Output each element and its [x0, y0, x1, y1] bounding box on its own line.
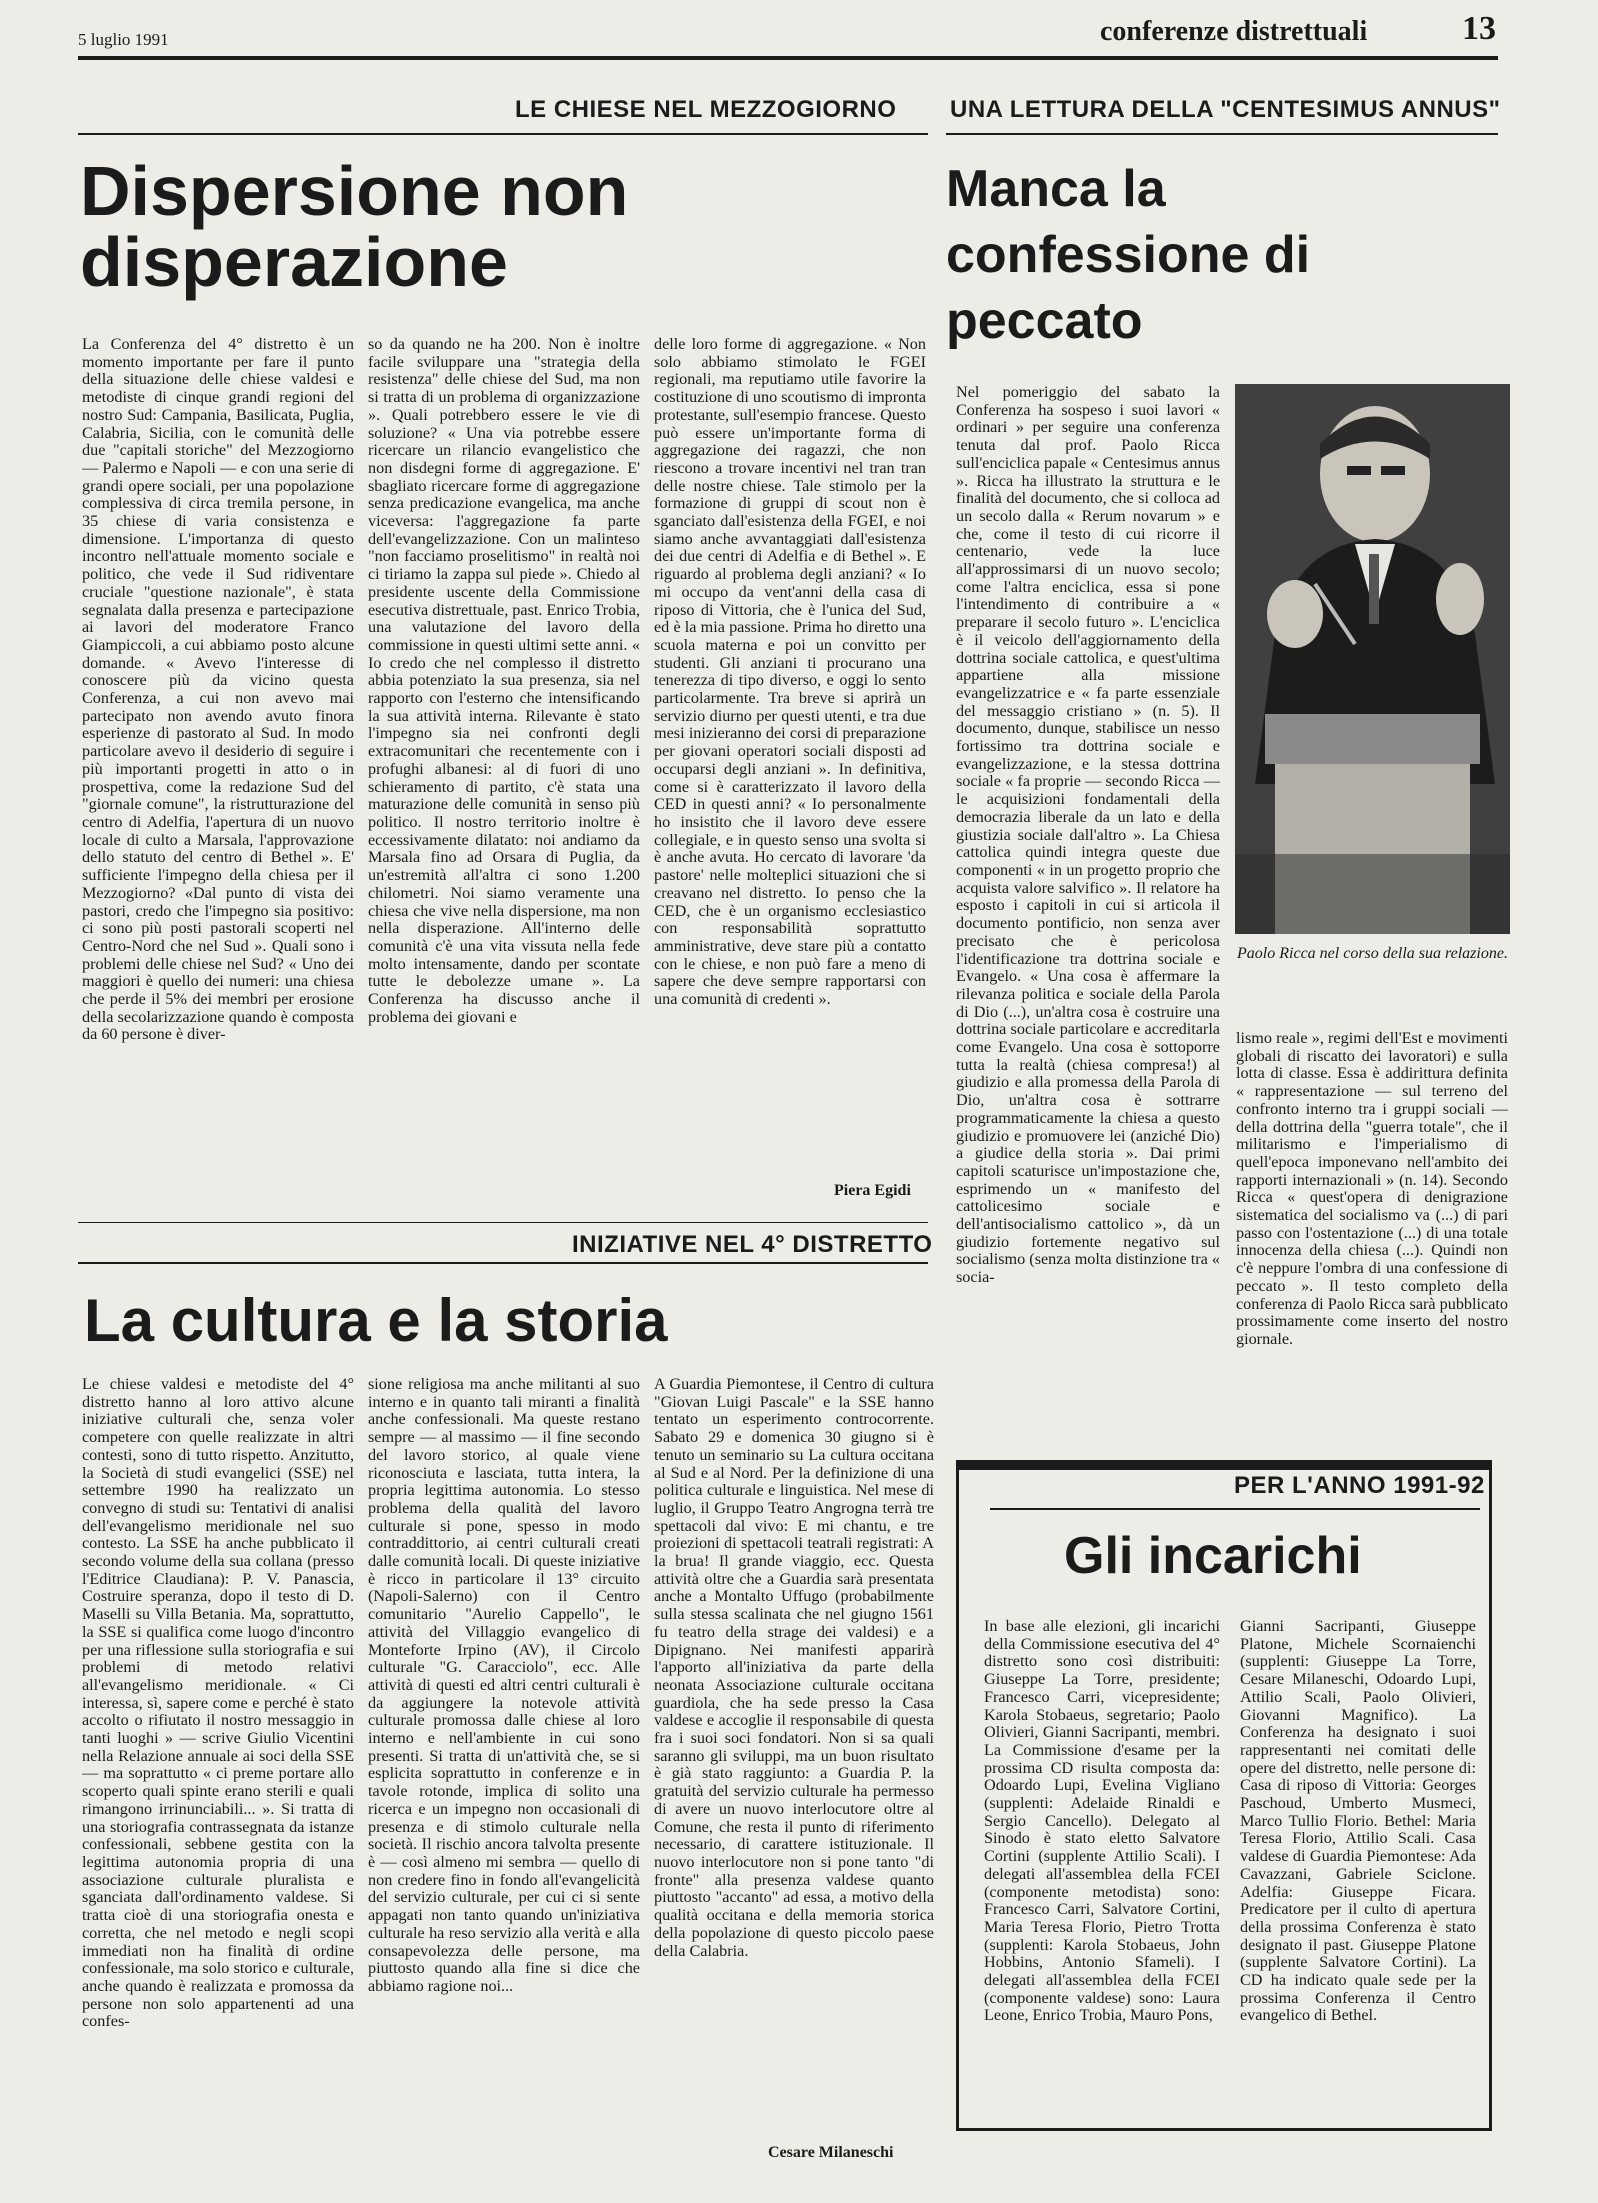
kicker-rule-left [78, 133, 928, 135]
article3-column-1: Le chiese valdesi e metodiste del 4° distretto hanno al loro attivo alcune iniziative culturali che, senza voler competere con quelle realizzate in altri contesti, sono di tutto rispetto. Anzitutto, la Società di studi evangelici (SSE) nel settembre 1990 ha realizzato un convegno di studi su: Tentativi di analisi dell'evangelismo meridionale nel suo contesto. La SSE ha anche pubblicato il secondo volume della sua collana (presso l'Editrice Claudiana): P. V. Panascia, Costruire speranza, dopo il testo di D. Maselli su Villa Betania. Ma, soprattutto, la SSE si qualifica come luogo d'incontro per una riflessione sulla storiografia e sui problemi di metodo relativi all'evangelismo meridionale. « Ci interessa, sì, sapere come e perché è stato accolto o rifiutato il nostro messaggio in tanti luoghi » — scrive Giulio Vicentini nella Relazione annuale ai soci della SSE — ma soprattutto « ci preme portare allo scoperto quali spinte erano sterili e quali rimangono irrinunciabili... ». Si tratta di una storiografia contrassegnata da istanze confessionali, sebbene gestita con la legittima autonomia propria di una associazione culturale pluralista e sganciata dall'ordinamento valdese. Si tratta cioè di una storiografia onesta e corretta, che nel metodo e negli scopi immediati non ha finalità di ordine confessionale, ma solo storico e culturale, anche quando è realizzata e promossa da persone non solo appartenenti ad una confes- [82, 1376, 354, 2031]
top-rule [78, 56, 1498, 60]
article1-column-2: so da quando ne ha 200. Non è inoltre facile sviluppare una "strategia della resistenza" delle chiese del Sud, ma non si tratta di un problema di organizzazione ». Quali potrebbero essere le vie di soluzione? « Una via potrebbe essere ricercare un rilancio evangelistico che non disdegni forme di aggregazione. E' sbagliato ricercare forme di aggregazione senza predicazione evangelica, ma anche viceversa: l'aggregazione fa parte dell'evangelizzazione. Con un malinteso "non facciamo proselitismo" in realtà noi ci tiriamo la zappa sul piede ». Chiedo al presidente uscente della Commissione esecutiva distrettuale, past. Enrico Trobia, una valutazione del lavoro della commissione in questi ultimi sette anni. « Io credo che nel complesso il distretto abbia potenziato la sua presenza, sia nel rapporto con l'esterno che intensificando la sua attività interna. Rilevante è stato l'impegno sia nei confronti degli extracomunitari che recentemente con i profughi albanesi: al di fuori di uno schieramento di partito, c'è stata una maturazione delle comunità in senso più politico. Il nostro territorio inoltre è eccessivamente dilatato: noi andiamo da Marsala fino ad Orsara di Puglia, da un'estremità all'altra ci sono 1.200 chilometri. Noi siamo veramente una chiesa che vive nella dispersione, ma non nella disperazione. All'interno delle comunità c'è una vita vissuta nella fede molto intensamente, dando per scontate tutte le debolezze umane ». La Conferenza ha discusso anche il problema dei giovani e [368, 336, 640, 1026]
article1-byline: Piera Egidi [834, 1182, 911, 1199]
issue-date: 5 luglio 1991 [78, 30, 169, 49]
article3-byline: Cesare Milaneschi [768, 2144, 894, 2161]
article2-column-1: Nel pomeriggio del sabato la Conferenza ha sospeso i suoi lavori « ordinari » per seguire una conferenza tenuta dal prof. Paolo Ricca sull'enciclica papale « Centesimus annus ». Ricca ha illustrato la struttura e le finalità del documento, che si colloca ad un secolo dalla « Rerum novarum » e che, come il testo di cui ricorre il centenario, vede la luce all'approssimarsi di un nuovo secolo; come l'altra enciclica, essa si pone l'intendimento di contribuire a « preparare il secolo futuro ». L'enciclica è il veicolo dell'aggiornamento della dottrina sociale cattolica, e quest'ultima appartiene alla missione evangelizzatrice e « fa parte essenziale del messaggio cristiano » (n. 5). Il documento, dunque, stabilisce un nesso fortissimo tra dottrina sociale e evangelizzazione, e la stessa dottrina sociale « fa proprie — secondo Ricca — le acquisizioni fondamentali della democrazia liberale da un lato e della giustizia sociale dall'altro ». La Chiesa cattolica quindi integra queste due componenti « in un progetto proprio che acquista valore salvifico ». Il relatore ha esposto i capitoli in cui si articola il documento pontificio, non senza aver precisato che è pericolosa l'identificazione tra dottrina sociale e Evangelo. « Una cosa è affermare la rilevanza politica e sociale della Parola di Dio (...), un'altra cosa è costruire una dottrina sociale particolare e accreditarla come Evangelo. Una cosa è sottoporre tutta la realtà (chiesa compresa!) al giudizio e alla promessa della Parola di Dio, un'altra cosa è sottrarre programmaticamente la chiesa a questo giudizio e promuovere lei (anziché Dio) a giudice della storia ». Dai primi capitoli scaturisce un'impostazione che, esprimendo un « manifesto del cattolicesimo sociale e dell'antisocialismo cattolico », dà un giudizio fortemente negativo sul socialismo (senza molta distinzione tra « socia- [956, 384, 1220, 1287]
article3-column-2: sione religiosa ma anche militanti al suo interno e in quanto tali miranti a finalità anche confessionali. Ma queste restano sempre — al massimo — il fine secondo del lavoro storico, al quale viene riconosciuta e lasciata, tutta intera, la propria legittima autonomia. Lo stesso problema della qualità del lavoro culturale si pone, spesso in modo contraddittorio, ai centri culturali creati dalle comunità locali. Di queste iniziative è ricco in particolare il 13° circuito (Napoli-Salerno) con il Centro comunitario "Aurelio Cappello", le attività del Villaggio evangelico di Monteforte Irpino (AV), il Circolo culturale "G. Caracciolo", ecc. Alle attività di questi ed altri centri culturali è da aggiungere la notevole attività culturale promossa dalle chiese al loro interno e nell'ambiente in cui sono presenti. Si tratta di un'attività che, se si esplicita soprattutto in conferenze e in tavole rotonde, implica di solito una ricerca e un impegno non occasionali di presenza e di stimolo culturale nella società. Il rischio ancora talvolta presente è — così almeno mi sembra — quello di non credere fino in fondo all'evangelicità del servizio culturale, per cui ci si sente appagati non tanto quando un'iniziativa culturale ha reso servizio alla verità e alla consapevolezza delle persone, ma piuttosto quando alla fine si dice che abbiamo ragione noi... [368, 1376, 640, 1995]
page-number: 13 [1462, 10, 1496, 47]
article1-column-3: delle loro forme di aggregazione. « Non solo abbiamo stimolato le FGEI regionali, ma reputiamo utile favorire la costituzione di uno scoutismo di impronta protestante, sull'esempio francese. Questo può essere un'importante forma di aggregazione dei ragazzi, che non riescono a trovare incentivi nel tran tran delle nostre chiese. Tale stimolo per la formazione di gruppi di scout non è sganciato dall'esistenza della FGEI, e noi siamo anche avvantaggiati dall'esistenza dei due centri di Adelfia e di Bethel ». E riguardo al problema degli anziani? « Io mi occupo da vent'anni della casa di riposo di Vittoria, che è l'unica del Sud, ed è la mia passione. Prima ho diretto una scuola materna e poi un convitto per studenti. Gli anziani ti procurano una tenerezza di tipo diverso, e oggi lo sento particolarmente. Tra breve si aprirà un servizio diurno per questi utenti, e tra due mesi inizieranno dei corsi di preparazione per giovani operatori sociali disposti ad occuparsi degli anziani ». In definitiva, come si è caratterizzato il lavoro della CED in questi anni? « Io personalmente ho insistito che il lavoro deve essere collegiale, e in questo senso una svolta si è anche avuta. Ho cercato di lavorare 'da pastore' nelle molteplici situazioni che si creavano nel distretto. Io penso che la CED, che è un organismo ecclesiastico con responsabilità soprattutto amministrative, deve stare più a contatto con le chiese, e non può fare a meno di sapere che deve sempre rapportarsi con una comunità di credenti ». [654, 336, 926, 1009]
article1-kicker: LE CHIESE NEL MEZZOGIORNO [515, 96, 897, 123]
article4-kicker: PER L'ANNO 1991-92 [1234, 1472, 1485, 1499]
speaker-photo-illustration [1235, 384, 1510, 934]
article4-column-1: In base alle elezioni, gli incarichi della Commissione esecutiva del 4° distretto sono così distribuiti: Giuseppe La Torre, presidente; Francesco Carri, vicepresidente; Karola Stobaeus, segretario; Paolo Olivieri, Gianni Sacripanti, membri. La Commissione d'esame per la prossima CD risulta composta da: Odoardo Lupi, Evelina Vigliano (supplenti: Adelaide Rinaldi e Sergio Cancello). Delegato al Sinodo è stato eletto Salvatore Cortini (supplente Attilio Scali). I delegati all'assemblea della FCEI (componente metodista) sono: Francesco Carri, Salvatore Cortini, Maria Teresa Florio, Pietro Trotta (supplenti: Karola Stobaeus, John Hobbins, Antonio Sfameli). I delegati all'assemblea della FCEI (componente valdese) sono: Laura Leone, Enrico Trobia, Mauro Pons, [984, 1618, 1220, 2025]
speaker-photo [1235, 384, 1510, 934]
article2-headline: Manca la confessione di peccato [946, 160, 1311, 351]
section-title: conferenze distrettuali [1100, 16, 1368, 47]
article3-column-3: A Guardia Piemontese, il Centro di cultura "Giovan Luigi Pascale" e la SSE hanno tentato un esperimento controcorrente. Sabato 29 e domenica 30 giugno si è tenuto un seminario su La cultura occitana al Sud e al Nord. Per la definizione di una politica culturale e linguistica. Nel mese di luglio, il Gruppo Teatro Angrogna terrà tre spettacoli dal vivo: E mi chantu, e tre proiezioni di spettacoli teatrali registrati: A la brua! Il grande viaggio, ecc. Questa attività oltre che a Guardia sarà presentata anche a Montalto Uffugo (probabilmente sulla stessa scalinata che nel giugno 1561 fu teatro della strage dei valdesi) e a Dipignano. Nei manifesti apparirà l'apporto all'iniziativa da parte della neonata Associazione culturale occitana guardiola, che ha sede presso la Casa valdese e accoglie il responsabile di questa fra i suoi soci fondatori. Non si sa quali saranno gli sviluppi, ma un buon risultato è già stato raggiunto: a Guardia P. la gratuità del servizio culturale ha permesso di avere un nuovo interlocutore oltre al Comune, che resta il punto di riferimento necessario, di carattere istituzionale. Il nuovo interlocutore non si pone tanto "di fronte" alla presenza valdese quanto piuttosto "accanto" ad essa, a motivo della qualità occitana e della memoria storica della popolazione di questo piccolo paese della Calabria. [654, 1376, 934, 1960]
mid-rule-lower [78, 1262, 928, 1264]
photo-caption: Paolo Ricca nel corso della sua relazione. [1237, 945, 1508, 962]
kicker-rule-right [946, 133, 1498, 135]
article4-headline: Gli incarichi [1064, 1527, 1362, 1585]
article1-headline: Dispersione non disperazione [80, 152, 629, 302]
article3-kicker: INIZIATIVE NEL 4° DISTRETTO [572, 1231, 933, 1258]
article2-column-2: lismo reale », regimi dell'Est e movimenti globali di riscatto dei lavoratori) e sulla lotta di classe. Essa è addirittura definita « rappresentazione — sul terreno del confronto interno tra i gruppi sociali — della dottrina della "guerra totale", che il militarismo e l'imperialismo di quell'epoca imponevano nell'ambito dei rapporti internazionali » (n. 14). Secondo Ricca « quest'opera di denigrazione sistematica del socialismo va (...) di pari passo con l'ostentazione (...) di una totale innocenza della chiesa (...). Quindi non c'è neppure l'ombra di una confessione di peccato ». Il testo completo della conferenza di Paolo Ricca sarà pubblicato prossimamente come inserto del nostro giornale. [1236, 1030, 1508, 1348]
article3-headline: La cultura e la storia [84, 1287, 668, 1354]
mid-rule-upper [78, 1222, 928, 1223]
article1-column-1: La Conferenza del 4° distretto è un momento importante per fare il punto della situazione delle chiese valdesi e metodiste di cinque grandi regioni del nostro Sud: Campania, Basilicata, Puglia, Calabria, Sicilia, con le comunità delle due "capitali storiche" del Mezzogiorno — Palermo e Napoli — e con una serie di grandi opere sociali, per una popolazione complessiva di circa tremila persone, in 35 chiese di varia consistenza e dimensione. L'importanza di questo incontro nell'attuale momento sociale e politico, che vede il Sud ridiventare cruciale "questione nazionale", è stata segnalata dalla presenza e partecipazione ai lavori del moderatore Franco Giampiccoli, a cui abbiamo posto alcune domande. « Avevo l'interesse di conoscere più da vicino questa Conferenza, a cui non avevo mai partecipato non avendo avuto finora esperienze di pastorato al Sud. In modo particolare avevo il desiderio di seguire i più importanti progetti in atto o in prospettiva, come la redazione Sud del "giornale comune", la ristrutturazione del centro di Adelfia, l'apertura di un nuovo locale di culto a Marsala, l'approvazione dello statuto del centro di Bethel ». E' sufficiente l'impegno della chiesa per il Mezzogiorno? «Dal punto di vista dei pastori, credo che l'impegno sia positivo: ci sono più posti pastorali scoperti nel Centro-Nord che nel Sud ». Quali sono i problemi delle chiese nel Sud? « Uno dei maggiori è quello dei numeri: una chiesa che perde il 5% dei membri per erosione della secolarizzazione quando è composta da 60 persone è diver- [82, 336, 354, 1044]
box-kicker-rule [990, 1508, 1480, 1510]
article4-column-2: Gianni Sacripanti, Giuseppe Platone, Michele Scornaienchi (supplenti: Giuseppe La Torre, Cesare Milaneschi, Odoardo Lupi, Attilio Scali, Paolo Olivieri, Giovanni Magnifico). La Conferenza ha designato i suoi rappresentanti nei comitati delle opere del distretto, nelle persone di: Casa di riposo di Vittoria: Georges Paschoud, Umberto Musmeci, Marco Tullio Florio. Bethel: Maria Teresa Florio, Attilio Scali. Casa valdese di Guardia Piemontese: Ada Cavazzani, Gabriele Sciclone. Adelfia: Giuseppe Ficara. Predicatore per il culto di apertura della prossima Conferenza è stato designato il past. Giuseppe Platone (supplente Salvatore Cortini). La CD ha indicato quale sede per la prossima Conferenza il Centro evangelico di Bethel. [1240, 1618, 1476, 2025]
article2-kicker: UNA LETTURA DELLA "CENTESIMUS ANNUS" [950, 96, 1501, 123]
